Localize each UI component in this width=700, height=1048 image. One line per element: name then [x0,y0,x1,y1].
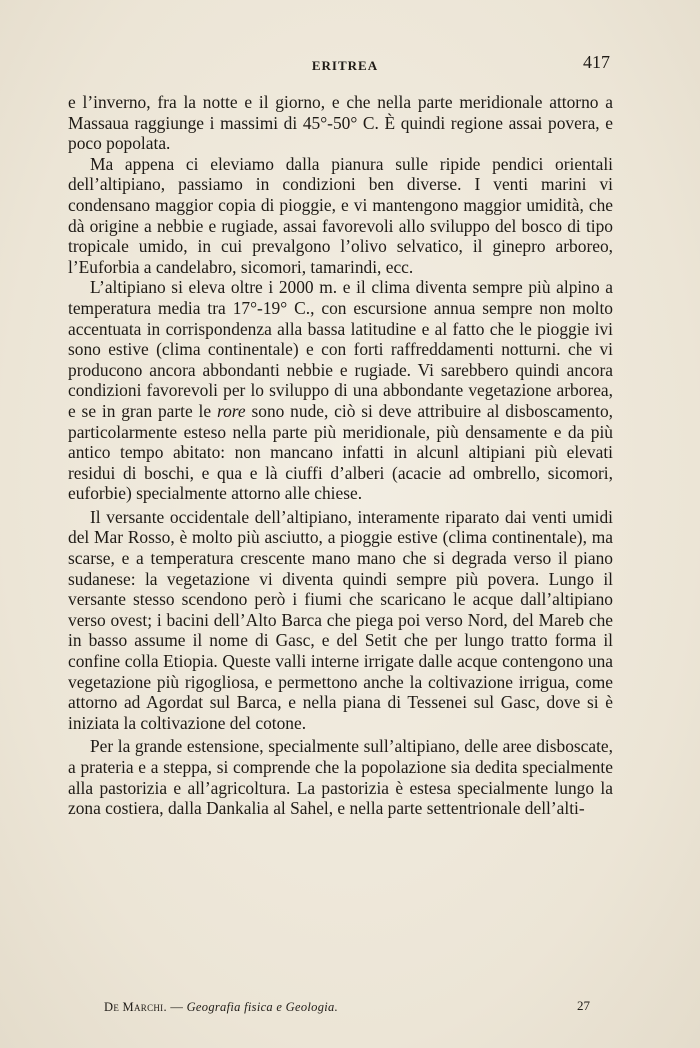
paragraph [68,277,613,504]
paragraph: Per la grande estensione, specialmente sull’altipiano, delle aree disboscate, a prateria e a steppa, si comprende che la popolazione sia dedita specialmente alla pastorizia e all’agricoltura. La pastorizia è estesa specialmente lungo la zona costiera, dalla Dankalia al Sahel, e nella parte settentrionale dell’alti- [68,736,613,819]
footer-citation [104,1000,338,1015]
footer-book-title: Geografia fisica e Geologia. [186,1000,339,1014]
footer-dash: — [170,1000,184,1014]
running-head-title: ERITREA [311,58,379,73]
paragraph-text: L’altipiano si eleva oltre i 2000 m. e il clima diventa sempre più alpino a temperatura media tra 17°-19° C., con escursione annua sempre non molto accentuata in corrispondenza alla bassa latitudine e al fatto che le pioggie ivi sono estive (clima continentale) e con forti raffreddamenti notturni. che vi producono ancora abbondanti nebbie e rugiade. Vi sarebbero quindi ancora condizioni favorevoli per lo sviluppo di una abbondante vegetazione arborea, e se in gran parte le [68,277,613,421]
italic-term: rore [216,400,246,421]
page-number: 417 [583,52,610,72]
paragraph-continuation: e l’inverno, fra la notte e il giorno, e che nella parte meridionale attorno a Massaua raggiunge i massimi di 45°-50° C. È quindi regione assai povera, e poco popolata. [68,92,613,154]
signature-mark: 27 [577,998,590,1013]
body-text [68,92,613,819]
paragraph: Ma appena ci eleviamo dalla pianura sulle ripide pendici orientali dell’altipiano, passiamo in condizioni ben diverse. I venti marini vi condensano maggior copia di pioggie, e vi mantengono maggior umidità, che dà origine a nebbie e rugiade, assai favorevoli allo sviluppo del bosco di tipo tropicale umido, in cui prevalgono l’olivo selvatico, il ginepro arboreo, l’Euforbia a candelabro, sicomori, tamarindi, ecc. [68,153,613,277]
paragraph-text: sono nude, ciò si deve attribuire al disboscamento, particolarmente esteso nella parte più meridionale, più densamente e da più antico tempo abitato: non mancano infatti in alcunl altipiani più elevati residui di boschi, e qua e là ciuffi d’alberi (acacie ad ombrello, sicomori, euforbie) specialmente attorno alle chiese. [68,400,613,504]
footer-author: De Marchi. [104,1000,167,1014]
paragraph: Il versante occidentale dell’altipiano, interamente riparato dai venti umidi del Mar Rosso, è molto più asciutto, a pioggie estive (clima continentale), ma scarse, e a temperatura crescente mano mano che si degrada verso il piano sudanese: la vegetazione vi diventa quindi sempre più povera. Lungo il versante stesso scendono però i fiumi che scaricano le acque dall’altipiano verso ovest; i bacini dell’Alto Barca che piega poi verso Nord, del Mareb che in basso assume il nome di Gasc, e del Setit che per lungo tratto forma il confine colla Etiopia. Queste valli interne irrigate dalle acque contengono una vegetazione più rigogliosa, e permettono anche la coltivazione irrigua, come attorno ad Agordat sul Barca, e nella piana di Tessenei sul Gasc, dove si è iniziata la coltivazione del cotone. [68,506,613,733]
